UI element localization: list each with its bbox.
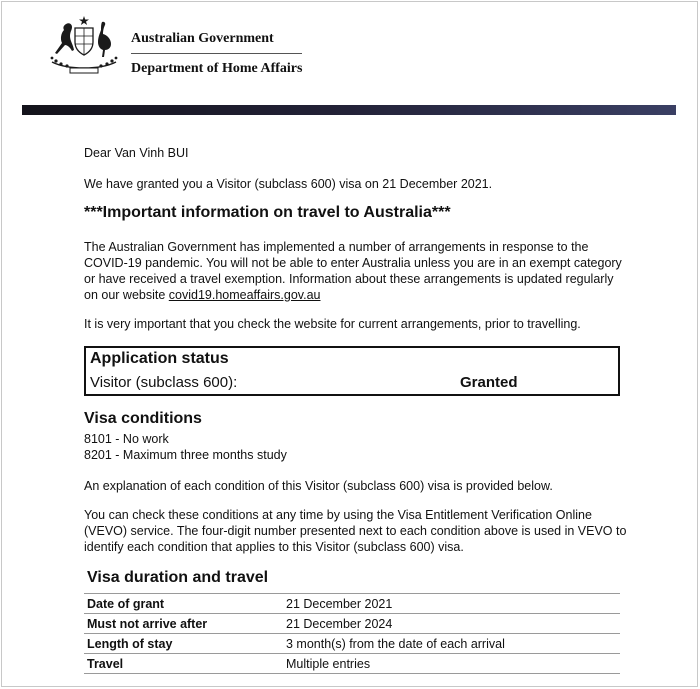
table-row <box>84 634 620 654</box>
arrangements-text: The Australian Government has implemented a number of arrangements in response to the COVID-19 pandemic. You will not be able to enter Australia unless you are in an exempt category or have received a travel exemption. Information about these arrangements is updated regularly on our website <box>84 240 622 302</box>
check-website-note: It is very important that you check the website for current arrangements, prior to travelling. <box>84 317 581 331</box>
visa-type-label: Visitor (subclass 600): <box>90 374 238 391</box>
arrangements-paragraph <box>84 239 629 303</box>
row-label: Travel <box>84 654 283 674</box>
row-value: 3 month(s) from the date of each arrival <box>283 634 620 654</box>
table-row <box>84 594 620 614</box>
condition-item: 8101 - No work <box>84 432 169 446</box>
row-value: 21 December 2021 <box>283 594 620 614</box>
header-band <box>22 105 676 115</box>
application-status-box <box>84 346 620 396</box>
condition-item: 8201 - Maximum three months study <box>84 448 287 462</box>
application-status-title: Application status <box>90 350 229 367</box>
table-row <box>84 654 620 674</box>
department-name: Department of Home Affairs <box>131 61 303 76</box>
letterhead-divider <box>131 53 302 54</box>
letter-page <box>1 1 698 687</box>
vevo-paragraph: You can check these conditions at any time by using the Visa Entitlement Verification Online (VEVO) service. The four-digit number presented next to each condition above is used in VEVO to identify each condition that applies to this Visitor (subclass 600) visa. <box>84 508 627 554</box>
grant-statement: We have granted you a Visitor (subclass 600) visa on 21 December 2021. <box>84 177 493 191</box>
row-label: Date of grant <box>84 594 283 614</box>
salutation: Dear Van Vinh BUI <box>84 146 189 160</box>
row-value: Multiple entries <box>283 654 620 674</box>
conditions-explanation: An explanation of each condition of this Visitor (subclass 600) visa is provided below. <box>84 479 553 493</box>
important-heading: ***Important information on travel to Australia*** <box>84 204 451 221</box>
duration-heading: Visa duration and travel <box>87 569 269 586</box>
duration-table <box>84 593 620 674</box>
conditions-list <box>84 431 287 463</box>
row-label: Must not arrive after <box>84 614 283 634</box>
table-row <box>84 614 620 634</box>
row-label: Length of stay <box>84 634 283 654</box>
status-value: Granted <box>460 374 518 391</box>
government-name: Australian Government <box>131 31 274 46</box>
visa-conditions-heading: Visa conditions <box>84 410 202 427</box>
agency-name <box>131 31 302 77</box>
row-value: 21 December 2024 <box>283 614 620 634</box>
coat-of-arms-icon <box>44 14 124 74</box>
letterhead <box>44 14 314 76</box>
covid-website-link[interactable]: covid19.homeaffairs.gov.au <box>168 288 321 302</box>
